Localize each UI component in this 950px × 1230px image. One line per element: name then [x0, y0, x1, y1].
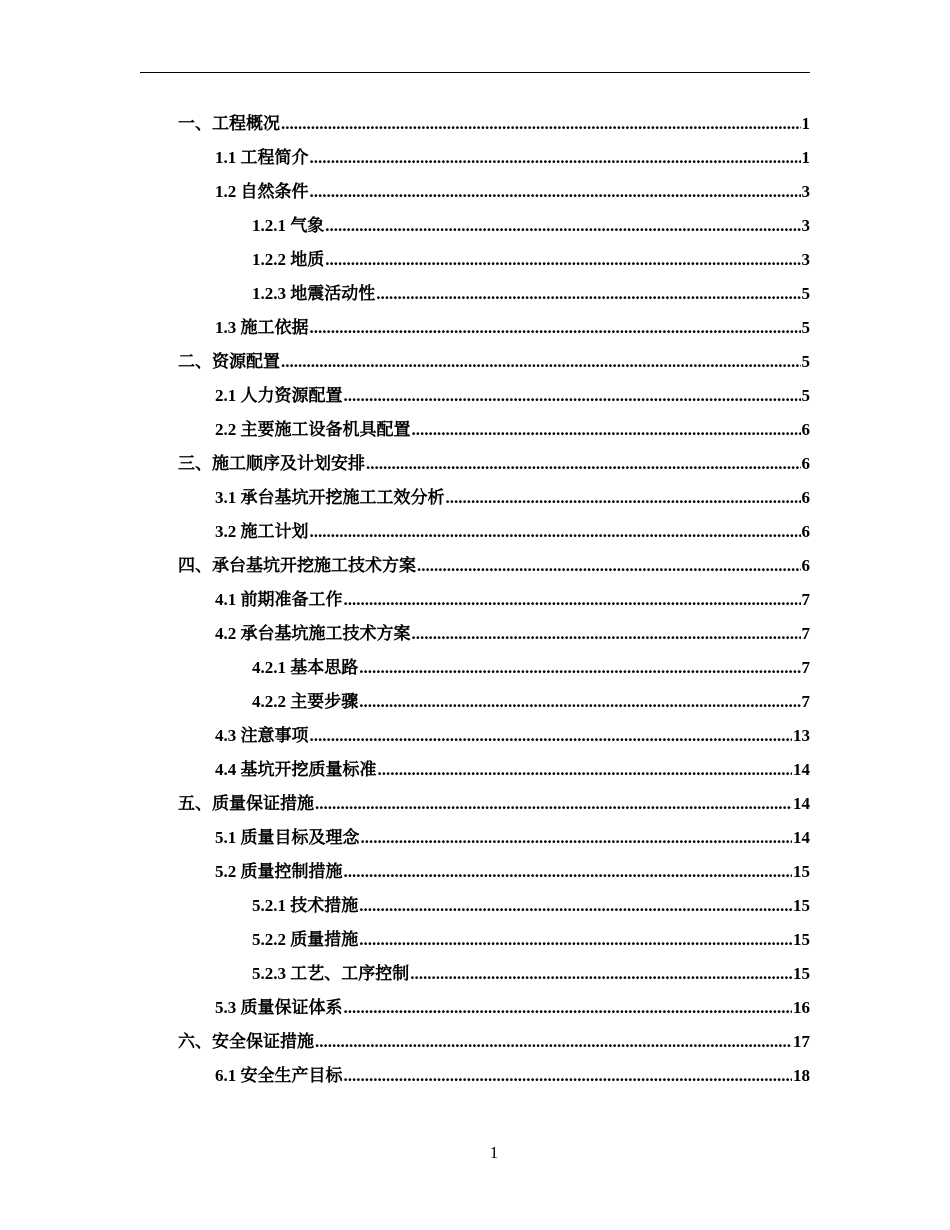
- toc-entry-title: 4.2 承台基坑施工技术方案: [215, 624, 411, 643]
- toc-entry[interactable]: [0, 1025, 950, 1059]
- toc-entry[interactable]: [0, 889, 950, 923]
- toc-entry-page: 5: [801, 284, 810, 303]
- toc-entry-title: 4.2.1 基本思路: [252, 658, 359, 677]
- toc-dot-leader: [412, 625, 801, 642]
- toc-dot-leader: [410, 965, 792, 982]
- toc-entry[interactable]: [0, 583, 950, 617]
- toc-entry-title: 1.3 施工依据: [215, 318, 309, 337]
- toc-entry[interactable]: [0, 549, 950, 583]
- toc-dot-leader: [310, 523, 801, 540]
- toc-entry-page: 7: [801, 624, 810, 643]
- toc-entry-page: 7: [801, 590, 810, 609]
- toc-entry-page: 1: [801, 148, 810, 167]
- toc-entry-title: 三、施工顺序及计划安排: [178, 454, 365, 473]
- toc-entry-page: 15: [793, 896, 810, 915]
- toc-entry-page: 18: [793, 1066, 810, 1085]
- toc-entry-title: 1.2.1 气象: [252, 216, 325, 235]
- toc-entry-page: 1: [801, 114, 810, 133]
- toc-entry[interactable]: [0, 651, 950, 685]
- toc-entry-title: 5.2 质量控制措施: [215, 862, 343, 881]
- toc-dot-leader: [310, 183, 801, 200]
- toc-entry[interactable]: [0, 413, 950, 447]
- toc-dot-leader: [344, 591, 801, 608]
- toc-dot-leader: [344, 863, 793, 880]
- toc-entry[interactable]: [0, 141, 950, 175]
- toc-entry-title: 5.2.1 技术措施: [252, 896, 359, 915]
- toc-entry-page: 14: [793, 828, 810, 847]
- toc-entry-title: 5.2.3 工艺、工序控制: [252, 964, 410, 983]
- toc-entry[interactable]: [0, 379, 950, 413]
- toc-dot-leader: [344, 387, 801, 404]
- toc-entry-page: 7: [801, 658, 810, 677]
- table-of-contents: [0, 107, 950, 1093]
- toc-entry[interactable]: [0, 855, 950, 889]
- toc-entry[interactable]: [0, 209, 950, 243]
- toc-entry-page: 15: [793, 964, 810, 983]
- toc-entry-page: 6: [801, 522, 810, 541]
- toc-entry-page: 15: [793, 862, 810, 881]
- toc-entry[interactable]: [0, 719, 950, 753]
- toc-entry-title: 5.2.2 质量措施: [252, 930, 359, 949]
- toc-entry-title: 5.1 质量目标及理念: [215, 828, 360, 847]
- toc-dot-leader: [310, 727, 793, 744]
- toc-dot-leader: [325, 217, 800, 234]
- toc-dot-leader: [359, 693, 800, 710]
- toc-entry-page: 6: [801, 454, 810, 473]
- toc-entry[interactable]: [0, 311, 950, 345]
- toc-dot-leader: [417, 557, 801, 574]
- toc-entry[interactable]: [0, 617, 950, 651]
- toc-entry-page: 5: [801, 318, 810, 337]
- toc-entry[interactable]: [0, 345, 950, 379]
- toc-entry-title: 1.1 工程简介: [215, 148, 309, 167]
- toc-entry-title: 2.2 主要施工设备机具配置: [215, 420, 411, 439]
- toc-entry-title: 4.2.2 主要步骤: [252, 692, 359, 711]
- toc-entry[interactable]: [0, 923, 950, 957]
- toc-entry[interactable]: [0, 991, 950, 1025]
- toc-dot-leader: [344, 1067, 793, 1084]
- toc-entry[interactable]: [0, 515, 950, 549]
- toc-dot-leader: [376, 285, 800, 302]
- toc-entry[interactable]: [0, 753, 950, 787]
- toc-entry-page: 5: [801, 352, 810, 371]
- toc-entry[interactable]: [0, 1059, 950, 1093]
- toc-entry-title: 六、安全保证措施: [178, 1032, 314, 1051]
- toc-dot-leader: [325, 251, 800, 268]
- toc-entry-page: 3: [801, 216, 810, 235]
- toc-entry-page: 15: [793, 930, 810, 949]
- toc-entry-title: 1.2.3 地震活动性: [252, 284, 376, 303]
- toc-entry-title: 一、工程概况: [178, 114, 280, 133]
- toc-dot-leader: [281, 115, 801, 132]
- toc-entry-page: 3: [801, 250, 810, 269]
- toc-entry-page: 13: [793, 726, 810, 745]
- toc-entry-page: 16: [793, 998, 810, 1017]
- toc-entry-title: 4.4 基坑开挖质量标准: [215, 760, 377, 779]
- toc-entry[interactable]: [0, 957, 950, 991]
- toc-entry[interactable]: [0, 447, 950, 481]
- toc-dot-leader: [412, 421, 801, 438]
- toc-dot-leader: [446, 489, 801, 506]
- toc-entry[interactable]: [0, 821, 950, 855]
- toc-entry-title: 4.1 前期准备工作: [215, 590, 343, 609]
- toc-entry-page: 17: [793, 1032, 810, 1051]
- toc-entry-page: 6: [801, 488, 810, 507]
- toc-entry-title: 3.1 承台基坑开挖施工工效分析: [215, 488, 445, 507]
- toc-entry-title: 4.3 注意事项: [215, 726, 309, 745]
- toc-entry-page: 6: [801, 420, 810, 439]
- toc-entry[interactable]: [0, 787, 950, 821]
- page-number: 1: [489, 1143, 499, 1162]
- toc-dot-leader: [310, 319, 801, 336]
- toc-entry-title: 1.2.2 地质: [252, 250, 325, 269]
- toc-dot-leader: [359, 659, 800, 676]
- toc-dot-leader: [359, 931, 792, 948]
- toc-dot-leader: [315, 1033, 792, 1050]
- toc-entry[interactable]: [0, 277, 950, 311]
- toc-dot-leader: [315, 795, 792, 812]
- toc-entry-title: 6.1 安全生产目标: [215, 1066, 343, 1085]
- toc-dot-leader: [281, 353, 801, 370]
- toc-entry-page: 7: [801, 692, 810, 711]
- toc-entry-title: 1.2 自然条件: [215, 182, 309, 201]
- toc-entry-page: 14: [793, 794, 810, 813]
- toc-entry-title: 二、资源配置: [178, 352, 280, 371]
- toc-entry-title: 5.3 质量保证体系: [215, 998, 343, 1017]
- toc-entry-title: 2.1 人力资源配置: [215, 386, 343, 405]
- toc-entry-page: 14: [793, 760, 810, 779]
- toc-entry[interactable]: [0, 685, 950, 719]
- header-rule: [140, 72, 810, 73]
- toc-dot-leader: [361, 829, 793, 846]
- toc-entry-title: 3.2 施工计划: [215, 522, 309, 541]
- toc-dot-leader: [359, 897, 792, 914]
- toc-entry[interactable]: [0, 107, 950, 141]
- toc-entry-page: 3: [801, 182, 810, 201]
- toc-entry-title: 四、承台基坑开挖施工技术方案: [178, 556, 416, 575]
- toc-entry[interactable]: [0, 481, 950, 515]
- toc-entry[interactable]: [0, 175, 950, 209]
- toc-entry-page: 5: [801, 386, 810, 405]
- toc-dot-leader: [344, 999, 793, 1016]
- toc-dot-leader: [366, 455, 801, 472]
- toc-dot-leader: [310, 149, 801, 166]
- toc-entry-page: 6: [801, 556, 810, 575]
- toc-entry-title: 五、质量保证措施: [178, 794, 314, 813]
- toc-entry[interactable]: [0, 243, 950, 277]
- toc-dot-leader: [378, 761, 793, 778]
